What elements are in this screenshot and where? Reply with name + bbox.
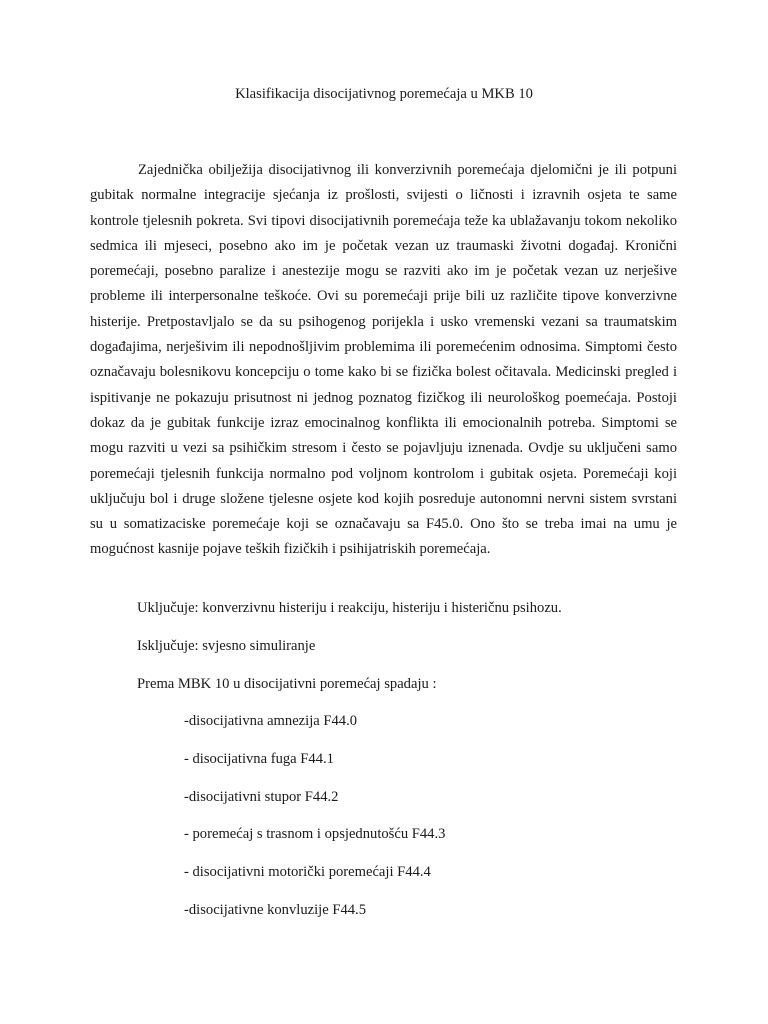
list-item: - disocijativna fuga F44.1 [184,751,334,767]
list-item: - disocijativni motorički poremećaji F44.4 [184,864,431,880]
includes-line: Uključuje: konverzivnu histeriju i reakciju, histeriju i histeričnu psihozu. [137,600,562,616]
list-item: -disocijativna amnezija F44.0 [184,713,358,729]
list-intro: Prema MBK 10 u disocijativni poremećaj spadaju : [137,676,437,692]
list-item: -disocijativni stupor F44.2 [184,789,339,805]
excludes-line: Isključuje: svjesno simuliranje [137,638,316,654]
list-item: - poremećaj s trasnom i opsjednutošću F44.3 [184,826,446,842]
list-item: -disocijativne konvluzije F44.5 [184,902,366,918]
body-paragraph: Zajednička obilježija disocijativnog ili konverzivnih poremećaja djelomični je ili potpuni gubitak normalne integracije sjećanja iz prošlosti, svijesti o ličnosti i izravnih osjeta te same kontrole tjelesnih pokreta. Svi tipovi disocijativnih poremećaja teže ka ublažavanju tokom nekoliko sedmica ili mjeseci, posebno ako im je početak vezan uz traumaski životni događaj. Kronični poremećaji, posebno paralize i anestezije mogu se razviti ako im je početak vezan uz nerješive probleme ili interpersonalne teškoće. Ovi su poremećaji prije bili uz različite tipove konverzivne histerije. Pretpostavljalo se da su psihogenog porijekla i usko vremenski vezani sa traumatskim događajima, nerješivim ili nepodnošljivim problemima ili poremećenim odnosima. Simptomi često označavaju bolesnikovu koncepciju o tome kako bi se fizička bolest očitavala. Medicinski pregled i ispitivanje ne pokazuju prisutnost ni jednog poznatog fizičkog ili neurološkog poemećaja. Postoji dokaz da je gubitak funkcije izraz emocinalnog konflikta ili emocionalnih potreba. Simptomi se mogu razviti u vezi sa psihičkim stresom i često se pojavljuju iznenada. Ovdje su uključeni samo poremećaji tjelesnih funkcija normalno pod voljnom kontrolom i gubitak osjeta. Poremećaji koji uključuju bol i druge složene tjelesne osjete kod kojih posreduje autonomni nervni sistem svrstani su u somatizaciske poremećaje koji se označavaju sa F45.0. Ono što se treba imai na umu je mogućnost kasnije pojave teških fizičkih i psihijatriskih poremećaja. [90,162,677,558]
document-title: Klasifikacija disocijativnog poremećaja u MKB 10 [235,86,533,102]
